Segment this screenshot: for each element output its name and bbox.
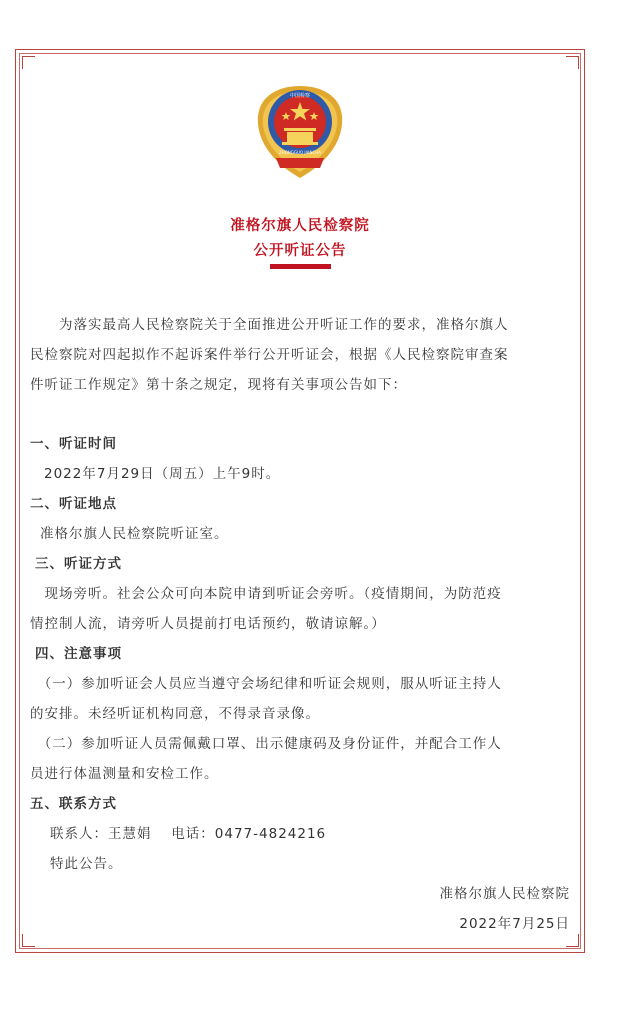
procuratorate-emblem-icon	[250, 82, 350, 182]
title-underline	[270, 264, 331, 269]
section-place-content: 准格尔旗人民检察院听证室。	[40, 526, 229, 542]
section-method-line-2: 情控制人流，请旁听人员提前打电话预约，敬请谅解。）	[30, 616, 386, 632]
intro-line-1: 为落实最高人民检察院关于全面推进公开听证工作的要求，准格尔旗人	[30, 317, 509, 333]
notice-org-title: 准格尔旗人民检察院	[230, 218, 370, 234]
section-notes-item2-line-2: 员进行体温测量和安检工作。	[30, 766, 219, 782]
section-place-heading: 二、听证地点	[30, 496, 117, 512]
section-time-heading: 一、听证时间	[30, 436, 117, 452]
corner-ornament	[22, 934, 35, 947]
emblem-top-text: 中国检察	[289, 93, 311, 99]
section-method-line-1: 现场旁听。社会公众可向本院申请到听证会旁听。（疫情期间，为防范疫	[30, 586, 502, 602]
section-contact-line: 联系人：王慧娟 电话：0477-4824216	[50, 826, 327, 842]
intro-line-2: 民检察院对四起拟作不起诉案件举行公开听证会，根据《人民检察院审查案	[30, 347, 509, 363]
emblem-bottom-text: ZHONGGUO JIANCHA	[278, 150, 322, 155]
section-time-content: 2022年7月29日（周五）上午9时。	[44, 466, 281, 482]
section-notes-heading: 四、注意事项	[35, 646, 122, 662]
section-notes-item2-line-1: （二）参加听证人员需佩戴口罩、出示健康码及身份证件，并配合工作人	[30, 736, 502, 752]
corner-ornament	[566, 56, 579, 69]
corner-ornament	[22, 56, 35, 69]
section-notes-item1-line-2: 的安排。未经听证机构同意，不得录音录像。	[30, 706, 320, 722]
section-contact-heading: 五、联系方式	[30, 796, 117, 812]
section-notes-item1-line-1: （一）参加听证会人员应当遵守会场纪律和听证会规则，服从听证主持人	[30, 676, 502, 692]
section-method-heading: 三、听证方式	[35, 556, 122, 572]
notice-title: 公开听证公告	[253, 243, 347, 259]
closing-text: 特此公告。	[50, 856, 123, 872]
signature-date: 2022年7月25日	[459, 916, 570, 932]
intro-line-3: 件听证工作规定》第十条之规定，现将有关事项公告如下：	[30, 377, 407, 393]
signature-org: 准格尔旗人民检察院	[439, 886, 570, 902]
